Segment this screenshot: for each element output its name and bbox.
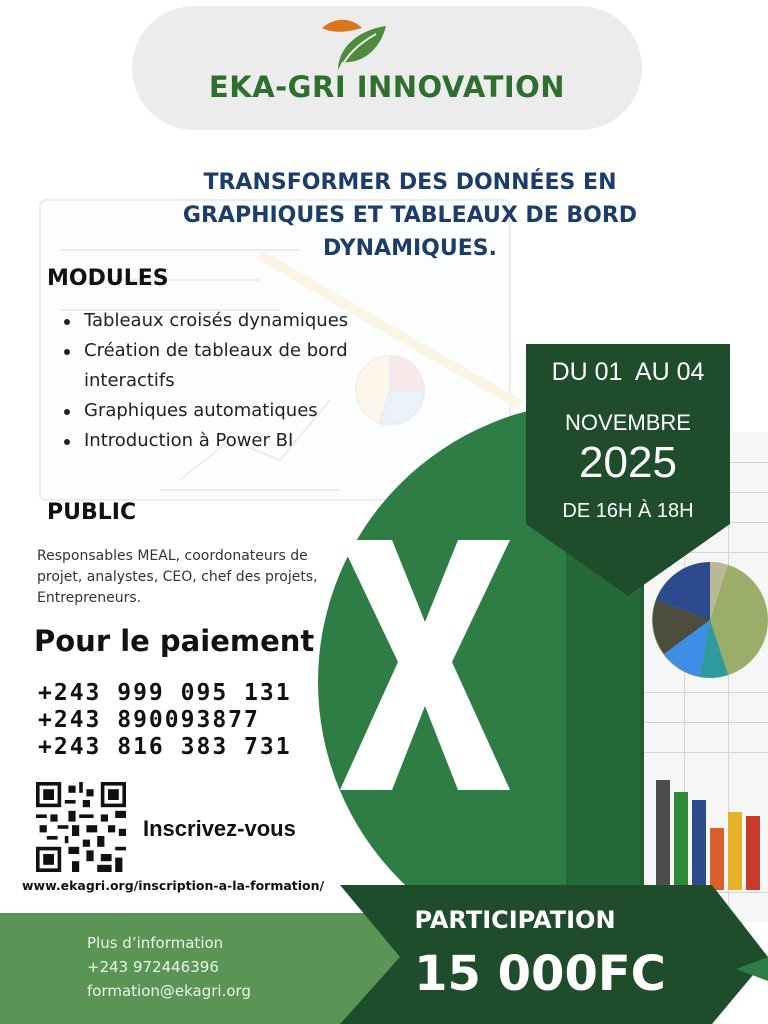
headline-line: TRANSFORMER DES DONNÉES EN <box>203 170 617 195</box>
modules-list <box>60 306 420 456</box>
payment-phone[interactable]: +243 816 383 731 <box>38 734 292 760</box>
headline <box>150 166 670 265</box>
date-time: DE 16H À 18H <box>562 500 694 522</box>
excel-x-icon <box>340 540 510 790</box>
participation-price: 15 000FC <box>414 946 666 1002</box>
public-description: Responsables MEAL, coordonateurs de projet, analystes, CEO, chef des projets, Entrepreneurs. <box>37 548 318 606</box>
date-year: 2025 <box>579 438 677 487</box>
headline-line: DYNAMIQUES. <box>323 236 497 261</box>
modules-heading: MODULES <box>47 266 169 291</box>
headline-line: GRAPHIQUES ET TABLEAUX DE BORD <box>182 203 638 228</box>
brand-name: EKA-GRI INNOVATION <box>208 70 566 104</box>
payment-phone-list <box>38 680 292 761</box>
info-heading: Plus d’information <box>87 934 224 952</box>
date-range: DU 01 AU 04 <box>551 358 705 386</box>
leaf-icon <box>318 14 390 74</box>
module-item: Graphiques automatiques <box>60 396 420 426</box>
participation-label: PARTICIPATION <box>414 906 616 934</box>
registration-url[interactable]: www.ekagri.org/inscription-a-la-formation/ <box>22 878 325 893</box>
info-email[interactable]: formation@ekagri.org <box>87 982 251 1000</box>
payment-phone[interactable]: +243 890093877 <box>38 707 260 733</box>
bar-chart-icon <box>650 770 768 890</box>
info-phone[interactable]: +243 972446396 <box>87 958 219 976</box>
register-label[interactable]: Inscrivez-vous <box>143 816 296 841</box>
module-item: Tableaux croisés dynamiques <box>60 306 420 336</box>
qr-code-icon[interactable] <box>36 782 126 872</box>
payment-phone[interactable]: +243 999 095 131 <box>38 680 292 706</box>
public-heading: PUBLIC <box>47 500 137 525</box>
module-item: Création de tableaux de bord interactifs <box>60 336 420 396</box>
date-month: NOVEMBRE <box>565 410 691 435</box>
payment-heading: Pour le paiement <box>34 624 315 658</box>
module-item: Introduction à Power BI <box>60 426 420 456</box>
